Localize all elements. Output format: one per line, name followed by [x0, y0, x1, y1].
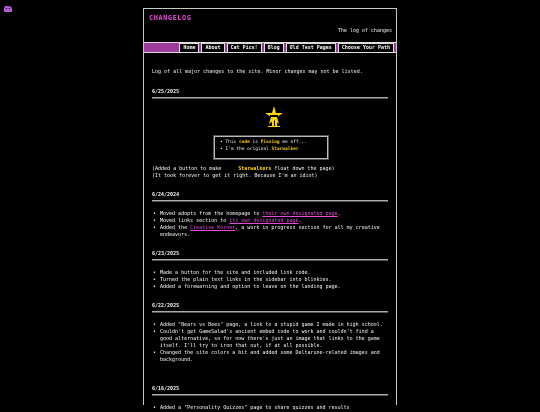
intro-text: Log of all major changes to the site. Minor changes may not be listed.: [152, 69, 363, 75]
entry-date: 6/22/2025: [152, 303, 180, 309]
entry-date: 6/24/2024: [152, 192, 180, 198]
entry-date: 6/25/2025: [152, 89, 180, 95]
entry-date: 6/16/2025: [152, 386, 180, 392]
list-item: • Added the Creative Korner, a work in progress section for all my creative endeavors.: [152, 225, 388, 239]
change-list: [152, 211, 388, 239]
date-divider: [152, 259, 388, 261]
top-navigation: [144, 42, 396, 53]
nav-home[interactable]: Home: [179, 43, 199, 53]
list-item: • Turned the plain text links in the sidebar into blinkies.: [152, 277, 388, 284]
creative-korner-link[interactable]: Creative Korner: [190, 225, 236, 231]
main-page-frame: [143, 8, 397, 411]
nav-cat-pics[interactable]: Cat Pics!: [227, 43, 262, 53]
starwalker-sprite-icon[interactable]: [264, 106, 284, 128]
list-item: • Moved adopts from the homepage to their own designated page.: [152, 211, 388, 218]
list-item: • Made a button for the site and included link code.: [152, 270, 388, 277]
links-page-link[interactable]: its own designated page: [229, 218, 299, 224]
list-item: • Added a "Personality Quizzes" page to share quizzes and results: [152, 405, 388, 412]
date-divider: [152, 200, 388, 202]
adopts-page-link[interactable]: their own designated page: [262, 211, 338, 217]
entry-note: (Added a button to make Starwalkers float down the page): [152, 166, 335, 172]
nav-old-test-pages[interactable]: Old Test Pages: [286, 43, 336, 53]
list-item: • Added "Bears vs Bees" page, a link to a stupid game I made in high school.: [152, 322, 388, 329]
nav-about[interactable]: About: [201, 43, 224, 53]
list-item: • Moved links section to its own designated page.: [152, 218, 388, 225]
date-divider: [152, 97, 388, 99]
page-tagline: The log of changes: [337, 28, 392, 34]
blob-sprite-icon: [3, 5, 13, 13]
list-item: • Couldn't get GameSalad's ancient embed code to work and couldn't find a good alternative, so for now there's just an image that links to the game itself. I'll try to iron that out, if at all possible.: [152, 329, 388, 350]
date-divider: [152, 311, 388, 313]
starwalker-float-button[interactable]: [214, 136, 328, 159]
badge-line-1: • This code is Pissing me off...: [220, 140, 307, 145]
date-divider: [152, 394, 388, 396]
badge-line-2: • I'm the original Starwalker: [220, 147, 299, 152]
list-item: • Added a forewarning and option to leave on the landing page.: [152, 284, 388, 291]
list-item: • Changed the site colors a bit and added some Deltarune-related images and background.: [152, 350, 388, 364]
page-title: CHANGELOG: [149, 14, 192, 22]
entry-date: 6/23/2025: [152, 251, 180, 257]
nav-blog[interactable]: Blog: [264, 43, 284, 53]
nav-choose-your-path[interactable]: Choose Your Path: [338, 43, 394, 53]
change-list: [152, 270, 388, 291]
entry-note: (It took forever to get it right. Because I'm an idiot): [152, 173, 318, 179]
change-list: [152, 322, 388, 364]
change-list: [152, 405, 388, 412]
